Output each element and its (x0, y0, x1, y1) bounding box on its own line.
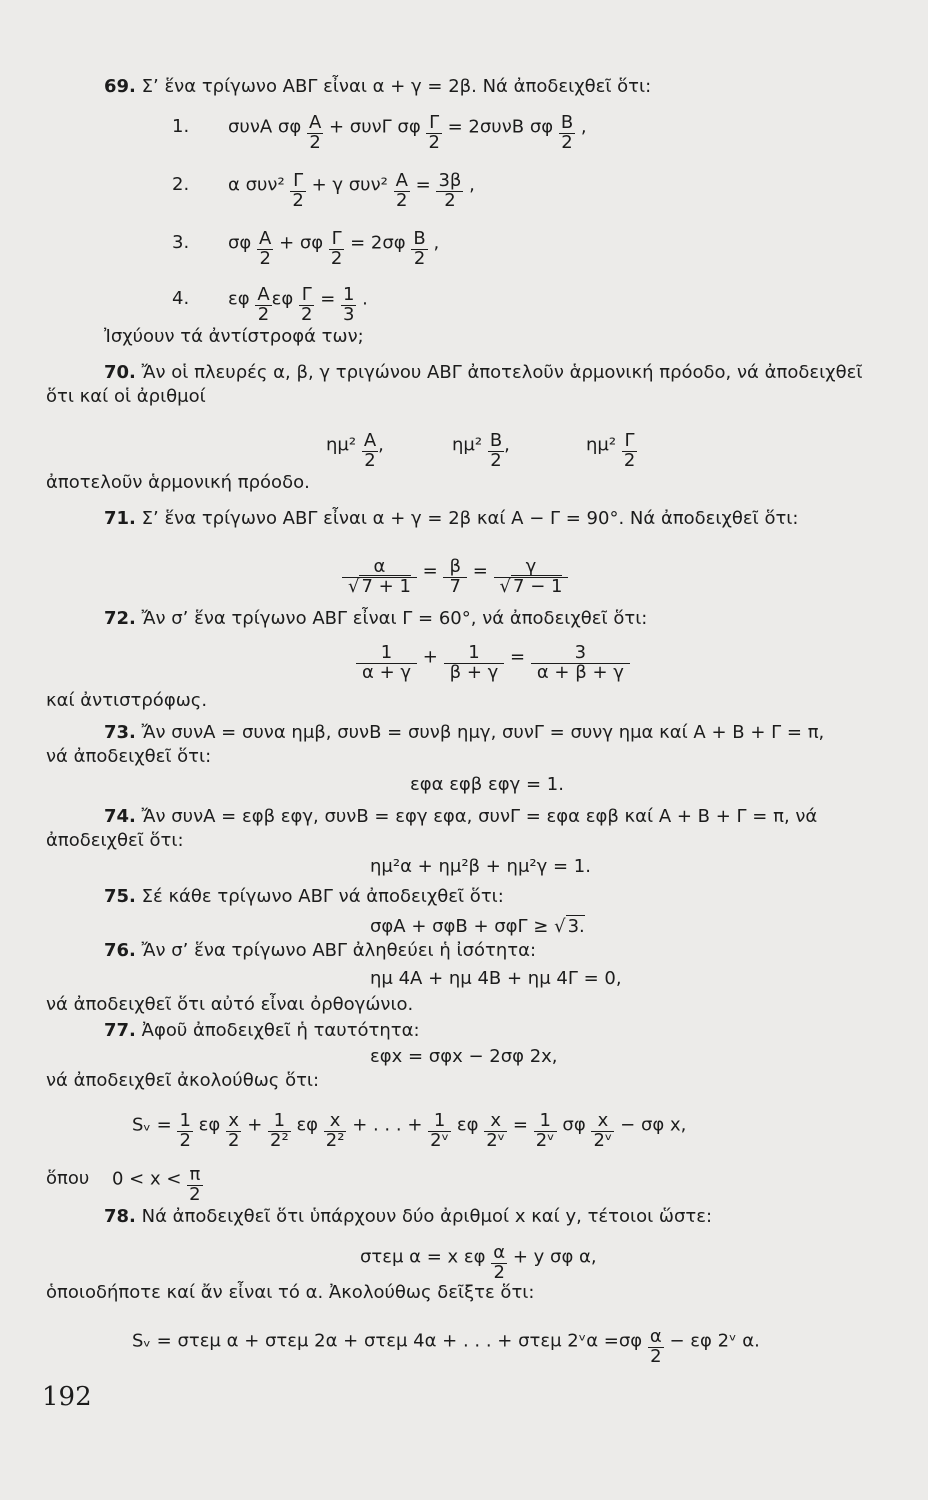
fraction: $\frac{A}{2}$ (308, 112, 322, 153)
problem-69-item-1 (172, 108, 587, 153)
problem-78-formula-2: Sᵥ = στεμ α + στεμ 2α + στεμ 4α + . . . + στεμ 2ᵛα =σφ $\frac{\alpha}{2}$ − εφ 2ᵛ α. (132, 1326, 760, 1367)
fraction: $\frac{1}{\text{2²}}$ (270, 1110, 289, 1151)
fraction: $\frac{1}{\alpha + \gamma}$ (356, 644, 417, 683)
formula-text: = 2σφ (344, 232, 406, 254)
fraction: $\frac{\Gamma}{2}$ (301, 284, 313, 325)
formula-text: α συν² (228, 174, 285, 196)
problem-76-intro (104, 942, 536, 960)
problem-77-sum-formula: Sᵥ = $\frac{1}{2}$ εφ $\frac{x}{2}$ + $\frac{1}{\text{2²}}$ εφ $\frac{x}{\text{2²}}$ + . . . + $\frac{1}{\text{2ᵛ}}$ εφ $\frac{x}{\text{2ᵛ}}$ = $\frac{1}{\text{2ᵛ}}$ σφ $\frac{x}{\text{2ᵛ}}$ − σφ x, (132, 1110, 687, 1151)
formula-text: = 2συνΒ σφ (441, 116, 554, 138)
problem-text: Σ’ ἕνα τρίγωνο ΑΒΓ εἶναι α + γ = 2β. Νά ἀποδειχθεῖ ὅτι: (141, 76, 652, 97)
problem-71-intro (104, 510, 798, 528)
problem-number: 69. (104, 76, 136, 97)
problem-69-item-3 (172, 224, 440, 269)
problem-number: 73. (104, 722, 136, 743)
fraction: $\frac{1}{\beta + \gamma}$ (444, 644, 505, 683)
item-number: 3. (172, 232, 190, 254)
problem-number: 74. (104, 806, 136, 827)
fraction: $\frac{x}{\text{2ᵛ}}$ (593, 1110, 613, 1151)
problem-72-formula: $\frac{1}{\alpha + \gamma}$ + $\frac{1}{\beta + \gamma}$ = $\frac{3}{\alpha + \beta + \gamma}$ (356, 638, 630, 677)
formula-text: συνΑ σφ (228, 116, 302, 138)
problem-73-line-2: νά ἀποδειχθεῖ ὅτι: (46, 746, 212, 767)
problem-78-intro (104, 1208, 712, 1226)
fraction: $\frac{A}{2}$ (395, 170, 408, 211)
fraction: $\frac{1}{\text{2ᵛ}}$ (535, 1110, 555, 1151)
problem-76-conclusion: νά ἀποδειχθεῖ ὅτι αὐτό εἶναι ὀρθογώνιο. (46, 994, 414, 1015)
problem-text: Νά ἀποδειχθεῖ ὅτι ὑπάρχουν δύο ἀριθμοί x καί y, τέτοιοι ὥστε: (141, 1206, 713, 1227)
fraction: $\frac{x}{\text{2²}}$ (325, 1110, 345, 1151)
problem-number: 70. (104, 362, 136, 383)
formula-text: , (427, 232, 440, 254)
formula-text: , (575, 116, 587, 138)
fraction: $\frac{x}{\text{2ᵛ}}$ (486, 1110, 506, 1151)
formula-text: εφ (228, 288, 250, 310)
problem-70-term-3: ημ² $\frac{\Gamma}{2}$ (586, 430, 636, 471)
problem-text: Ἄν οἱ πλευρές α, β, γ τριγώνου ΑΒΓ ἀποτελοῦν ἁρμονική πρόοδο, νά ἀποδειχθεῖ (141, 362, 863, 383)
formula-text: + γ συν² (305, 174, 388, 196)
problem-number: 76. (104, 940, 136, 961)
problem-77-intro (104, 1022, 420, 1040)
problem-70-term-1: ημ² $\frac{A}{2}$ , (326, 430, 384, 471)
problem-74-formula: ημ²α + ημ²β + ημ²γ = 1. (370, 856, 591, 877)
item-number: 2. (172, 174, 190, 196)
problem-69-intro (104, 78, 651, 96)
problem-70-conclusion: ἀποτελοῦν ἁρμονική πρόοδο. (46, 472, 310, 493)
problem-text: Ἀφοῦ ἀποδειχθεῖ ἡ ταυτότητα: (141, 1020, 420, 1041)
formula-text: = (314, 288, 341, 310)
problem-69-item-2 (172, 166, 475, 211)
problem-74-line-2: ἀποδειχθεῖ ὅτι: (46, 830, 184, 851)
problem-number: 75. (104, 886, 136, 907)
fraction: $\frac{3}{\alpha + \beta + \gamma}$ (531, 644, 630, 683)
fraction: $\frac{A}{2}$ (257, 284, 270, 325)
fraction: $\frac{1}{\text{2ᵛ}}$ (430, 1110, 450, 1151)
problem-73-formula: εφα εφβ εφγ = 1. (410, 774, 564, 795)
problem-69-item-4 (172, 280, 368, 325)
fraction: $\frac{\alpha}{2}$ (649, 1326, 662, 1367)
problem-72-intro (104, 610, 647, 628)
problem-70-intro (104, 364, 862, 382)
fraction: $\frac{\beta}{7}$ (443, 558, 467, 597)
fraction: $\frac{1}{2}$ (179, 1110, 191, 1151)
fraction: $\frac{B}{2}$ (489, 430, 503, 471)
problem-74-intro (104, 808, 817, 826)
fraction: $\frac{\Gamma}{2}$ (292, 170, 304, 211)
problem-73-intro (104, 724, 824, 742)
formula-text: + σφ (273, 232, 324, 254)
problem-number: 72. (104, 608, 136, 629)
fraction: $\frac{\alpha}{√ 7 + 1}$ (342, 558, 417, 597)
fraction: $\frac{\Gamma}{2}$ (330, 228, 343, 269)
problem-text: Σέ κάθε τρίγωνο ΑΒΓ νά ἀποδειχθεῖ ὅτι: (141, 886, 504, 907)
page-number: 192 (42, 1382, 92, 1412)
problem-text: Ἄν συνΑ = συνα ημβ, συνΒ = συνβ ημγ, συνΓ = συνγ ημα καί Α + Β + Γ = π, (141, 722, 825, 743)
problem-75-intro (104, 888, 504, 906)
problem-71-formula: $\frac{\alpha}{√ 7 + 1}$ = $\frac{\beta}{7}$ = $\frac{\gamma}{√ 7 - 1}$ (342, 552, 568, 591)
fraction: $\frac{1}{3}$ (343, 284, 355, 325)
fraction: $\frac{\alpha}{2}$ (493, 1242, 506, 1283)
problem-76-formula: ημ 4Α + ημ 4Β + ημ 4Γ = 0, (370, 968, 622, 989)
problem-78-formula-1: στεμ α = x εφ $\frac{\alpha}{2}$ + y σφ α, (360, 1242, 597, 1283)
problem-78-line-2: ὁποιοδήποτε καί ἄν εἶναι τό α. Ἀκολούθως δεῖξτε ὅτι: (46, 1282, 535, 1303)
formula-text: σφ (228, 232, 252, 254)
fraction: $\frac{x}{2}$ (228, 1110, 240, 1151)
problem-77-identity: εφx = σφx − 2σφ 2x, (370, 1046, 558, 1067)
fraction: $\frac{A}{2}$ (259, 228, 272, 269)
fraction: $\frac{\Gamma}{2}$ (428, 112, 440, 153)
problem-70-line-2: ὅτι καί οἱ ἀριθμοί (46, 386, 206, 407)
fraction: $\frac{3\beta}{2}$ (438, 170, 462, 211)
problem-72-converse: καί ἀντιστρόφως. (46, 690, 208, 711)
problem-77-condition: ὅπου 0 < x < $\frac{\pi}{2}$ (46, 1164, 201, 1205)
problem-70-term-2: ημ² $\frac{B}{2}$ , (452, 430, 510, 471)
problem-75-formula: σφΑ + σφΒ + σφΓ ≥ √ 3. (370, 916, 585, 937)
formula-text: , (463, 174, 475, 196)
fraction: $\frac{B}{2}$ (413, 228, 426, 269)
item-number: 4. (172, 288, 190, 310)
fraction: $\frac{\gamma}{√ 7 - 1}$ (494, 558, 569, 597)
problem-number: 78. (104, 1206, 136, 1227)
item-number: 1. (172, 116, 190, 138)
problem-text: Σ’ ἕνα τρίγωνο ΑΒΓ εἶναι α + γ = 2β καί Α − Γ = 90°. Νά ἀποδειχθεῖ ὅτι: (141, 508, 799, 529)
problem-69-converse: Ἰσχύουν τά ἀντίστροφά των; (104, 326, 364, 347)
problem-number: 77. (104, 1020, 136, 1041)
problem-77-line-2: νά ἀποδειχθεῖ ἀκολούθως ὅτι: (46, 1070, 320, 1091)
problem-text: Ἄν συνΑ = εφβ εφγ, συνΒ = εφγ εφα, συνΓ = εφα εφβ καί Α + Β + Γ = π, νά (141, 806, 818, 827)
fraction: $\frac{A}{2}$ (363, 430, 377, 471)
fraction: $\frac{\Gamma}{2}$ (623, 430, 636, 471)
fraction: $\frac{\pi}{2}$ (189, 1164, 201, 1205)
formula-text: . (356, 288, 368, 310)
problem-number: 71. (104, 508, 136, 529)
formula-text: + συνΓ σφ (323, 116, 421, 138)
fraction: $\frac{B}{2}$ (560, 112, 574, 153)
problem-text: Ἄν σ’ ἕνα τρίγωνο ΑΒΓ εἶναι Γ = 60°, νά ἀποδειχθεῖ ὅτι: (141, 608, 648, 629)
problem-text: Ἄν σ’ ἕνα τρίγωνο ΑΒΓ ἀληθεύει ἡ ἰσότητα: (141, 940, 537, 961)
formula-text: = (409, 174, 437, 196)
formula-text: εφ (271, 288, 294, 310)
